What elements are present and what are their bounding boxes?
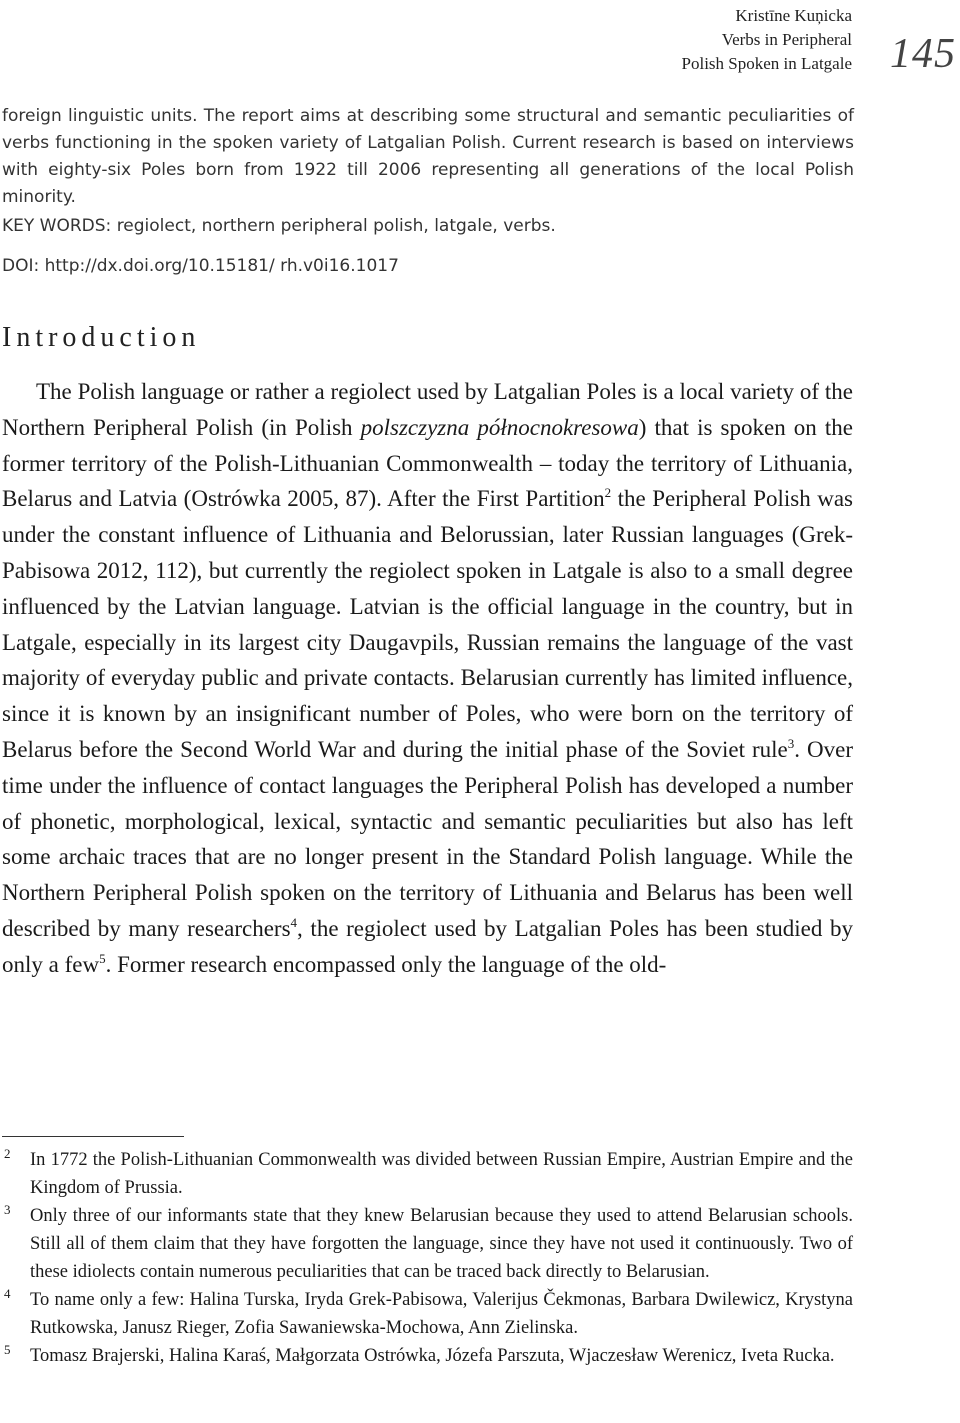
header-author: Kristīne Kuņicka (735, 6, 852, 25)
footnotes (0, 1146, 853, 1370)
footnote (0, 1286, 853, 1342)
doi: DOI: http://dx.doi.org/10.15181/ rh.v0i16.1017 (2, 256, 399, 276)
footnote-ref[interactable]: 3 (787, 735, 795, 751)
footnote-text: In 1772 the Polish-Lithuanian Commonwealth was divided between Russian Empire, Austrian Empire and the Kingdom of Prussia. (30, 1150, 853, 1198)
footnote-ref[interactable]: 2 (604, 485, 612, 501)
page-number: 145 (890, 31, 956, 77)
footnote (0, 1146, 853, 1202)
footnote-number: 3 (4, 1202, 11, 1217)
footnote-text: Only three of our informants state that they knew Belarusian because they used to attend Belarusian schools. Still all of them claim that they have forgotten the language, since they have not used it continuously. Two of these idiolects contain numerous peculiarities that can be traced back directly to Belarusian. (30, 1206, 853, 1282)
abstract-text: foreign linguistic units. The report aims at describing some structural and semantic peculiarities of verbs functioning in the spoken variety of Latgalian Polish. Current research is based on interviews with eighty-six Poles born from 1922 till 2006 representing all generations of the local Polish minority. (2, 106, 854, 207)
header-title-line-2: Polish Spoken in Latgale (681, 54, 852, 73)
footnote (0, 1342, 853, 1370)
body-text-part: . Former research encompassed only the language of the old- (105, 951, 667, 977)
footnote (0, 1202, 853, 1286)
section-heading: Introduction (2, 322, 201, 353)
body-text-part: ) that is spoken on the former territory of the Polish-Lithuanian Commonwealth – today the territory of Lithuania, Belarus and Latvia (Ostrówka 2005, 87). After the First Partition (2, 414, 854, 512)
body-text-part: The Polish language or rather a regiolect used by Latgalian Poles is a local variety of the Northern Peripheral Polish (in Polish (2, 379, 853, 440)
footnote-number: 2 (4, 1146, 11, 1161)
footnote-text: To name only a few: Halina Turska, Iryda Grek-Pabisowa, Valerijus Čekmonas, Barbara Dwilewicz, Krystyna Rutkowska, Janusz Rieger, Zofia Sawaniewska-Mochowa, Ann Zielinska. (30, 1290, 853, 1338)
footnote-ref[interactable]: 4 (290, 914, 298, 930)
body-text-part: . Over time under the influence of contact languages the Peripheral Polish has developed a number of phonetic, morphological, lexical, syntactic and semantic peculiarities but also has left some archaic traces that are no longer present in the Standard Polish language. While the Northern Peripheral Polish spoken on the territory of Lithuania and Belarus has been well described by many researchers (2, 736, 853, 941)
body-text-part: , the regiolect used by Latgalian Poles has been studied by only a few (2, 915, 853, 977)
keywords: KEY WORDS: regiolect, northern peripheral polish, latgale, verbs. (2, 216, 556, 236)
footnote-number: 5 (4, 1342, 11, 1357)
footnote-ref[interactable]: 5 (99, 950, 106, 966)
header-title-line-1: Verbs in Peripheral (721, 30, 852, 49)
footnote-number: 4 (4, 1286, 11, 1301)
abstract (2, 103, 854, 211)
italic-term: polszczyzna północnokresowa (360, 414, 639, 440)
footnote-divider (2, 1136, 184, 1137)
footnote-text: Tomasz Brajerski, Halina Karaś, Małgorzata Ostrówka, Józefa Parszuta, Wjaczesław Werenicz, Iveta Rucka. (30, 1346, 835, 1366)
body-text-part: the Peripheral Polish was under the constant influence of Lithuania and Belorussian, later Russian languages (Grek-Pabisowa 2012, 112), but currently the regiolect spoken in Latgale is also to a small degree influenced by the Latvian language. Latvian is the official language in the country, but in Latgale, especially in its largest city Daugavpils, Russian remains the language of the vast majority of everyday public and private contacts. Belarusian currently has limited influence, since it is known by an insignificant number of Poles, who were born on the territory of Belarus before the Second World War and during the initial phase of the Soviet rule (2, 486, 854, 762)
body-paragraph (2, 374, 853, 983)
running-header (682, 4, 852, 76)
